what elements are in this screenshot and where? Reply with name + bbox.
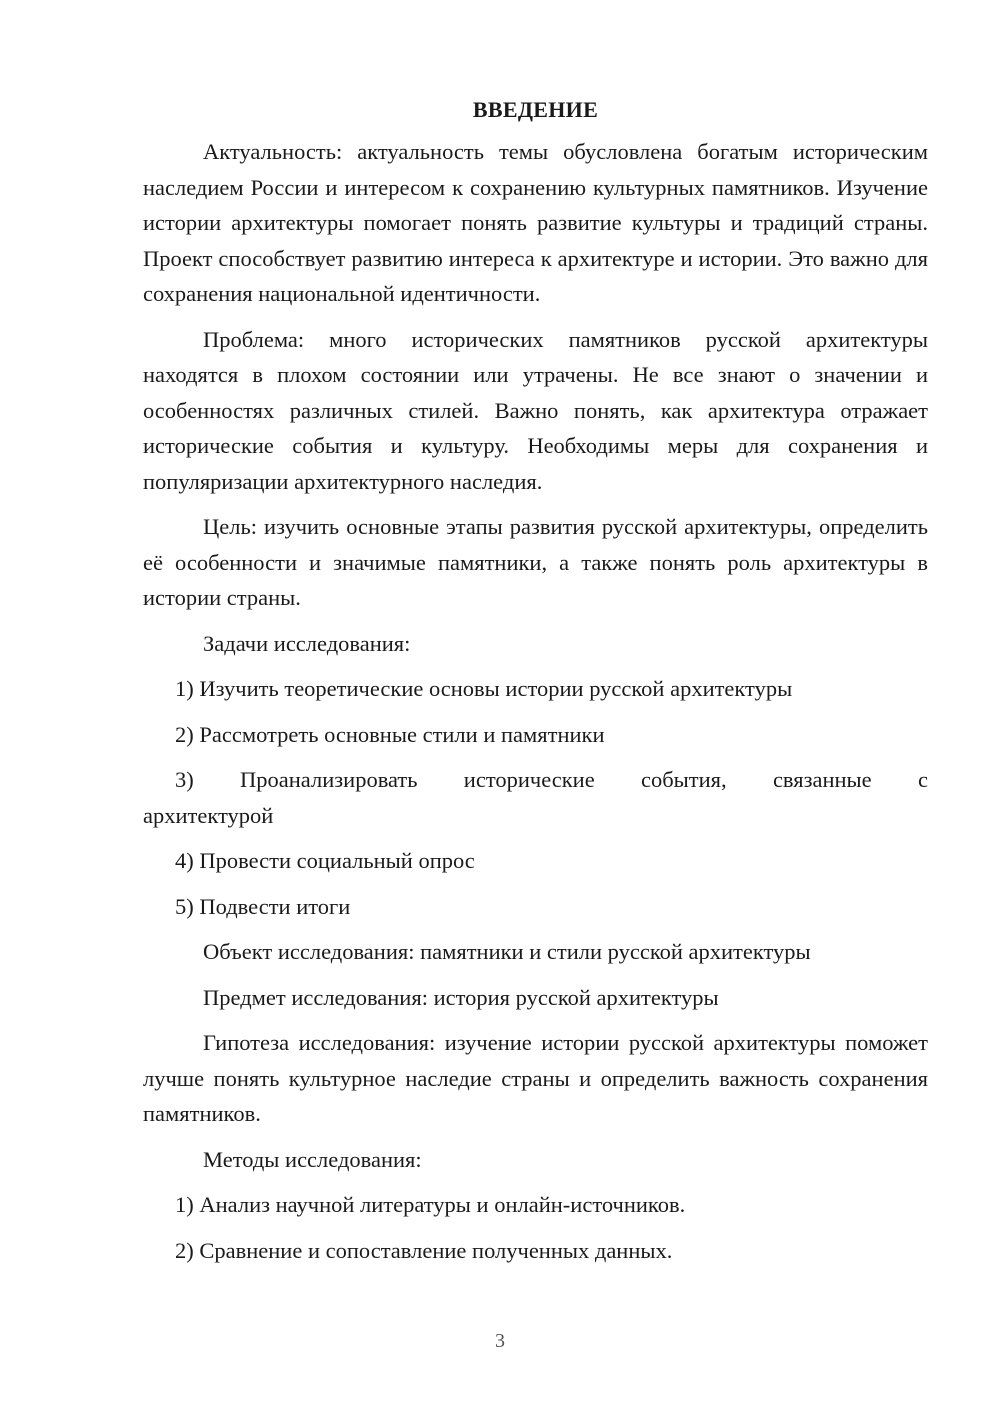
relevance-paragraph: Актуальность: актуальность темы обусловлена богатым историческим наследием России и интересом к сохранению культурных памятников. Изучение истории архитектуры помогает понять развитие культуры и традиций страны. Проект способствует развитию интереса к архитектуре и истории. Это важно для сохранения национальной идентичности. [143,139,928,306]
problem-paragraph: Проблема: много исторических памятников русской архитектуры находятся в плохом состоянии или утрачены. Не все знают о значении и особенностях различных стилей. Важно понять, как архитектура отражает исторические события и культуру. Необходимы меры для сохранения и популяризации архитектурного наследия. [143,326,928,494]
document-page [143,92,928,1278]
subject-paragraph: Предмет исследования: история русской архитектуры [203,984,719,1010]
page-number: 3 [495,1330,505,1352]
task-3-word: события, [641,767,727,792]
task-3-word: исторические [463,767,595,792]
goal-paragraph: Цель: изучить основные этапы развития русской архитектуры, определить её особенности и значимые памятники, а также понять роль архитектуры в истории страны. [143,514,928,610]
task-item-4: 4) Провести социальный опрос [175,848,475,873]
method-item-2: 2) Сравнение и сопоставление полученных данных. [175,1237,673,1263]
method-item-1: 1) Анализ научной литературы и онлайн-источников. [175,1192,686,1217]
task-item-3-line [143,762,928,798]
task-3-word: 3) [175,767,194,792]
methods-title: Методы исследования: [203,1146,422,1172]
hypothesis-paragraph: Гипотеза исследования: изучение истории русской архитектуры поможет лучше понять культурное наследие страны и определить важность сохранения памятников. [143,1030,928,1126]
task-item-2: 2) Рассмотреть основные стили и памятники [175,721,605,747]
task-3-word: с [917,767,928,792]
tasks-title: Задачи исследования: [203,630,411,656]
task-item-1: 1) Изучить теоретические основы истории русской архитектуры [175,676,793,701]
task-3-word: Проанализировать [240,767,418,792]
object-paragraph: Объект исследования: памятники и стили русской архитектуры [203,939,811,964]
task-item-3-tail: архитектурой [143,802,274,828]
task-item-3 [143,762,928,833]
task-3-word: связанные [772,767,872,792]
task-item-5: 5) Подвести итоги [175,893,351,919]
section-heading: ВВЕДЕНИЕ [472,97,599,122]
